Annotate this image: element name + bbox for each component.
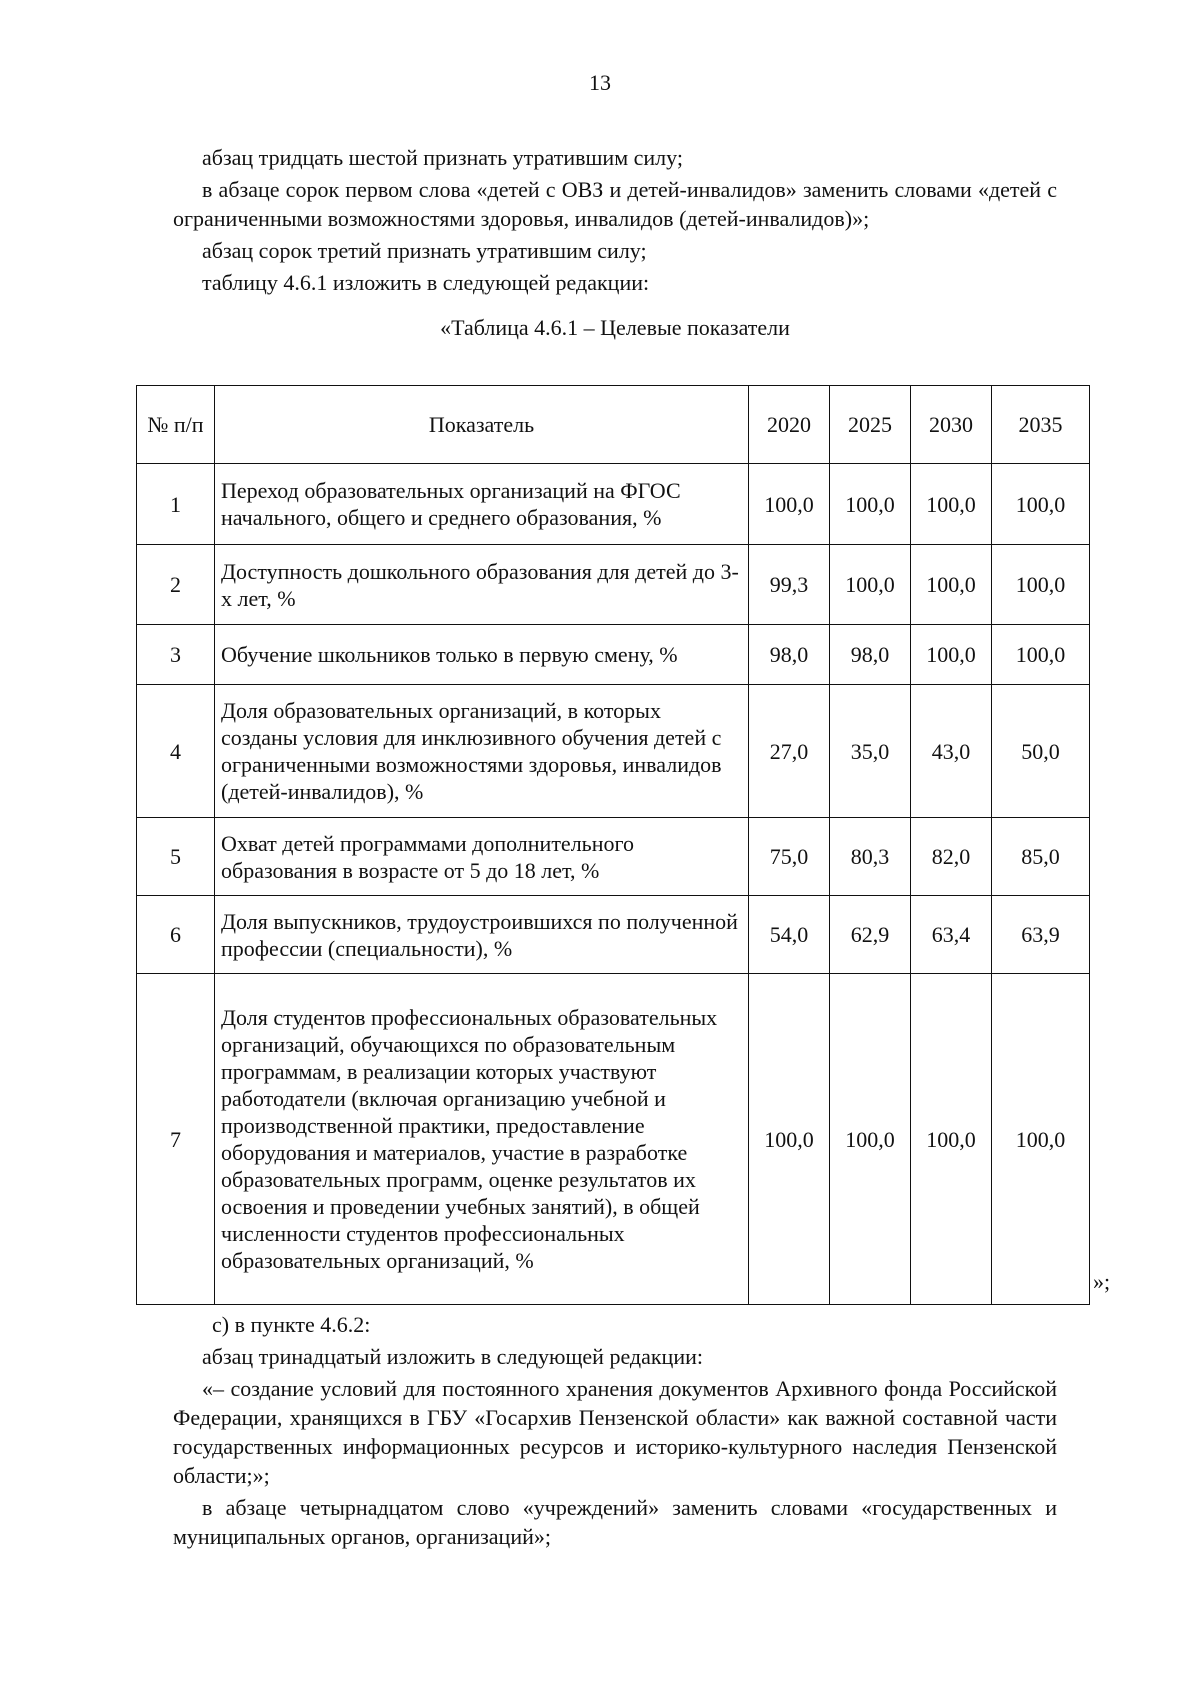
row-indicator: Доля выпускников, трудоустроившихся по полученной профессии (специальности), % bbox=[215, 896, 749, 974]
row-value-2035: 100,0 bbox=[992, 464, 1090, 545]
header-num: № п/п bbox=[137, 386, 215, 464]
table-row bbox=[137, 974, 1090, 1305]
header-indicator: Показатель bbox=[215, 386, 749, 464]
indicators-table bbox=[136, 385, 1090, 1305]
row-indicator: Обучение школьников только в первую смену, % bbox=[215, 625, 749, 685]
row-value-2030: 82,0 bbox=[911, 818, 992, 896]
table-close-quote: »; bbox=[1093, 1269, 1111, 1294]
header-2020: 2020 bbox=[749, 386, 830, 464]
row-value-2030: 100,0 bbox=[911, 464, 992, 545]
row-num: 6 bbox=[137, 896, 215, 974]
row-value-2035: 100,0 bbox=[992, 625, 1090, 685]
row-value-2025: 98,0 bbox=[830, 625, 911, 685]
header-2030: 2030 bbox=[911, 386, 992, 464]
row-value-2020: 100,0 bbox=[749, 464, 830, 545]
row-value-2020: 99,3 bbox=[749, 545, 830, 625]
row-value-2035: 100,0 bbox=[992, 545, 1090, 625]
row-num: 1 bbox=[137, 464, 215, 545]
table-header-row bbox=[137, 386, 1090, 464]
header-2025: 2025 bbox=[830, 386, 911, 464]
row-indicator: Переход образовательных организаций на ФГОС начального, общего и среднего образования, % bbox=[215, 464, 749, 545]
row-value-2025: 80,3 bbox=[830, 818, 911, 896]
paragraph: в абзаце сорок первом слова «детей с ОВЗ и детей-инвалидов» заменить словами «детей с ограниченными возможностями здоровья, инвалидов (детей-инвалидов)»; bbox=[173, 177, 1057, 231]
row-value-2035: 50,0 bbox=[992, 685, 1090, 818]
table-row bbox=[137, 818, 1090, 896]
table-row bbox=[137, 625, 1090, 685]
paragraph: с) в пункте 4.6.2: bbox=[212, 1312, 371, 1337]
paragraph: в абзаце четырнадцатом слово «учреждений» заменить словами «государственных и муниципальных органов, организаций»; bbox=[173, 1495, 1057, 1549]
row-value-2020: 100,0 bbox=[749, 974, 830, 1305]
table-row bbox=[137, 896, 1090, 974]
table-row bbox=[137, 464, 1090, 545]
row-value-2025: 100,0 bbox=[830, 464, 911, 545]
row-value-2020: 54,0 bbox=[749, 896, 830, 974]
bottom-paragraphs bbox=[173, 1310, 1057, 1551]
row-value-2020: 75,0 bbox=[749, 818, 830, 896]
row-value-2035: 63,9 bbox=[992, 896, 1090, 974]
row-value-2025: 100,0 bbox=[830, 974, 911, 1305]
paragraph: абзац сорок третий признать утратившим силу; bbox=[202, 238, 647, 263]
row-value-2030: 100,0 bbox=[911, 625, 992, 685]
row-indicator: Охват детей программами дополнительного образования в возрасте от 5 до 18 лет, % bbox=[215, 818, 749, 896]
paragraph: таблицу 4.6.1 изложить в следующей редакции: bbox=[202, 270, 650, 295]
row-value-2035: 100,0 bbox=[992, 974, 1090, 1305]
row-value-2030: 100,0 bbox=[911, 545, 992, 625]
row-num: 4 bbox=[137, 685, 215, 818]
paragraph: абзац тридцать шестой признать утратившим силу; bbox=[202, 145, 683, 170]
row-value-2020: 27,0 bbox=[749, 685, 830, 818]
row-num: 3 bbox=[137, 625, 215, 685]
row-value-2030: 43,0 bbox=[911, 685, 992, 818]
table-caption: «Таблица 4.6.1 – Целевые показатели bbox=[440, 315, 790, 340]
row-num: 5 bbox=[137, 818, 215, 896]
top-paragraphs bbox=[173, 143, 1057, 342]
row-indicator: Доля студентов профессиональных образовательных организаций, обучающихся по образовательным программам, в реализации которых участвуют работодатели (включая организацию учебной и производственной практики, предоставление оборудования и материалов, участие в разработке образовательных программ, оценке результатов их освоения и проведении учебных занятий), в общей численности студентов профессиональных образовательных организаций, % bbox=[215, 974, 749, 1305]
row-indicator: Доступность дошкольного образования для детей до 3-х лет, % bbox=[215, 545, 749, 625]
row-num: 7 bbox=[137, 974, 215, 1305]
row-value-2030: 100,0 bbox=[911, 974, 992, 1305]
row-value-2025: 62,9 bbox=[830, 896, 911, 974]
page-number: 13 bbox=[589, 70, 611, 95]
row-value-2020: 98,0 bbox=[749, 625, 830, 685]
row-indicator: Доля образовательных организаций, в которых созданы условия для инклюзивного обучения детей с ограниченными возможностями здоровья, инвалидов (детей-инвалидов), % bbox=[215, 685, 749, 818]
paragraph: «– создание условий для постоянного хранения документов Архивного фонда Российской Федерации, хранящихся в ГБУ «Госархив Пензенской области» как важной составной части государственных информационных ресурсов и историко-культурного наследия Пензенской области;»; bbox=[173, 1376, 1057, 1488]
row-value-2025: 100,0 bbox=[830, 545, 911, 625]
row-value-2030: 63,4 bbox=[911, 896, 992, 974]
row-value-2035: 85,0 bbox=[992, 818, 1090, 896]
table-row bbox=[137, 545, 1090, 625]
row-num: 2 bbox=[137, 545, 215, 625]
header-2035: 2035 bbox=[992, 386, 1090, 464]
paragraph: абзац тринадцатый изложить в следующей редакции: bbox=[202, 1344, 703, 1369]
row-value-2025: 35,0 bbox=[830, 685, 911, 818]
table-row bbox=[137, 685, 1090, 818]
